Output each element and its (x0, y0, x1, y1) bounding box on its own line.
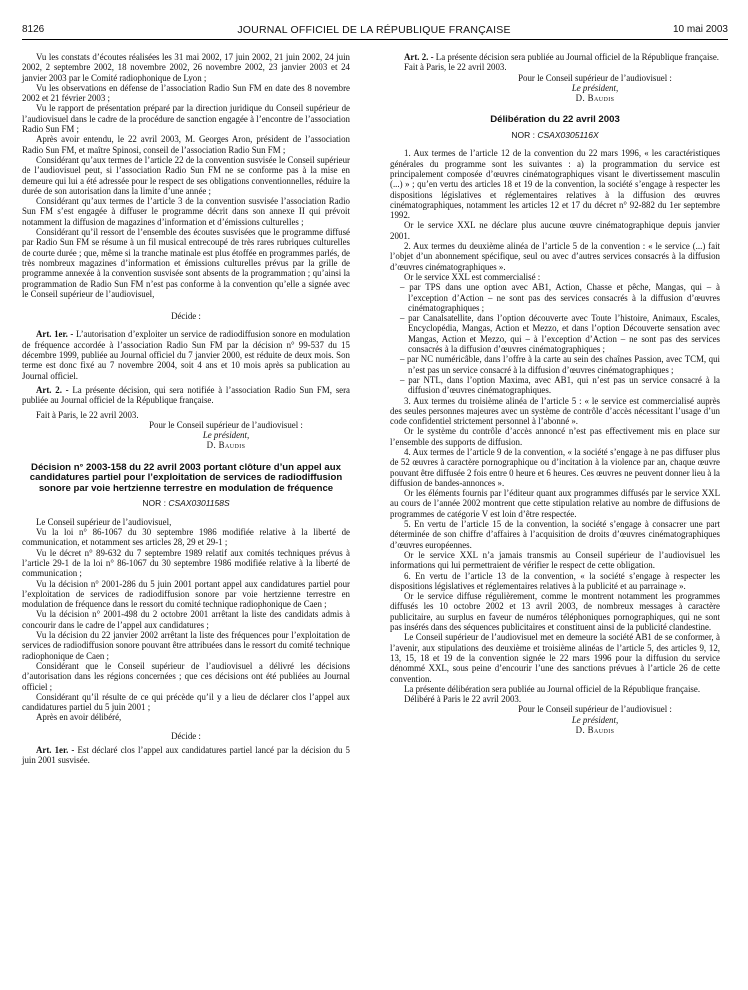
right-column (390, 52, 720, 735)
paragraph: La présente délibération sera publiée au Journal officiel de la République française. (404, 683, 701, 694)
page-header (0, 0, 748, 40)
decision-heading: Décision n° 2003-158 du 22 avril 2003 portant clôture d’un appel aux candidatures partiel pour l’exploitation de services de radiodiffusion sonore par voie hertzienne terrestre en modulation de fréquence (29, 461, 343, 494)
nor-line (22, 498, 350, 508)
paragraph: 2. Aux termes du deuxième alinéa de l’article 5 de la convention : « le service (...) fait l’objet d’un abonnement spécifique, seul ou avec d’autres services consacrés à la diffusion d’œuvres cinématographiques ». (390, 241, 720, 272)
signature-for: Pour le Conseil supérieur de l’audiovisuel : (518, 72, 672, 83)
paragraph: Vu la loi n° 86-1067 du 30 septembre 1986 modifiée relative à la liberté de communication, et notamment ses articles 28, 29 et 29-1 ; (22, 527, 350, 548)
list-item: – par Canalsatellite, dans l’option découverte avec Toute l’histoire, Animaux, Escales, Encyclopédia, Mangas, Action et Mezzo, et dans l’option Découverte sensation avec Mangas, Action et Mezzo, qui – à l’exception d’Action – ne sont pas des services consacrés à la diffusion d’œuvres cinématographiques ; (400, 313, 720, 355)
paragraph: Le Conseil supérieur de l’audiovisuel met en demeure la société AB1 de se conformer, à l’avenir, aux stipulations des deuxième et troisième alinéas de l’article 5, des articles 9, 12, 13, 15, 18 et 19 de la convention signée le 22 mars 1996 pour la diffusion du service dénommé XXL, sous peine d’encourir l’une des sanctions prévues à l’article 26 de cette convention. (390, 632, 720, 684)
nor-code: CSAX0305116X (537, 130, 599, 141)
nor-code: CSAX0301158S (168, 498, 230, 509)
signature-title: Le président, (571, 82, 619, 93)
article-1 (22, 329, 350, 380)
paragraph: Considérant qu’aux termes de l’article 22 de la convention susvisée le Conseil supérieur de l’audiovisuel peut, si l’association Radio Sun FM ne se conforme pas à la mise en demeure qui lui a été adressée pour le respect de ses obligations conventionnelles, réduire la durée de son autorisation dans la limite d’une année ; (22, 154, 350, 196)
article-label: Art. 1er. - (36, 329, 74, 340)
paragraph: Considérant qu’il résulte de ce qui précède qu’il y a lieu de déclarer clos l’appel aux candidatures partiel du 5 juin 2001 ; (22, 691, 350, 713)
paragraph: 1. Aux termes de l’article 12 de la convention du 22 mars 1996, « les caractéristiques générales du programme sont les suivantes : a) la programmation du service est principalement composée d’œuvres cinématographiques visant le divertissement masculin (...) » ; qu’en vertu des articles 18 et 19 de la convention, la société s’engage à respecter les dispositions législatives et réglementaires relatives à la diffusion des œuvres cinématographiques, notamment les articles 12 et 17 du décret n° 92-882 du 1er septembre 1992. (390, 148, 720, 221)
signature-title: Le président, (571, 714, 619, 725)
paragraph: 5. En vertu de l’article 15 de la convention, la société s’engage à consacrer une part déterminée de son chiffre d’affaires à l’acquisition de droits d’œuvres cinématographiques d’œuvres européennes. (390, 519, 720, 550)
signature-title: Le président, (202, 430, 250, 441)
signature-for: Pour le Conseil supérieur de l’audiovisuel : (518, 704, 672, 715)
article-2-right (390, 52, 720, 62)
paragraph: Or le service XXL ne déclare plus aucune œuvre cinématographique depuis janvier 2001. (390, 220, 720, 241)
distribution-list (390, 282, 720, 395)
paragraph: Vu les observations en défense de l’association Radio Sun FM en date des 8 novembre 2002 et 21 février 2003 ; (22, 82, 350, 104)
paragraph: Or le service XXL n’a jamais transmis au Conseil supérieur de l’audiovisuel les informations qui lui permettraient de vérifier le respect de cette obligation. (390, 549, 720, 571)
fait-line: Fait à Paris, le 22 avril 2003. (36, 409, 139, 420)
paragraph: 3. Aux termes du troisième alinéa de l’article 5 : « le service est commercialisé auprès des seules personnes majeures avec un système de contrôle d’accès nécessitant l’usage d’un code confidentiel strictement personnel à l’abonné ». (390, 395, 720, 427)
journal-title: JOURNAL OFFICIEL DE LA RÉPUBLIQUE FRANÇAISE (237, 24, 511, 36)
signature-name: D. Baudis (575, 93, 615, 104)
paragraph: Vu la décision n° 2001-286 du 5 juin 2001 portant appel aux candidatures partiel pour l’exploitation de services de radiodiffusion sonore par voie hertzienne terrestre en modulation de fréquence dans le ressort du comité technique radiophonique de Caen ; (22, 578, 350, 610)
article-label: Art. 2. - (36, 384, 69, 395)
article-text: La présente décision sera publiée au Journal officiel de la République française. (435, 52, 720, 62)
paragraph: Le Conseil supérieur de l’audiovisuel, (36, 516, 172, 527)
left-column (22, 52, 350, 766)
page-number: 8126 (22, 24, 45, 35)
paragraph: Considérant qu’il ressort de l’ensemble des écoutes susvisées que le programme diffusé par Radio Sun FM se résume à un fil musical entrecoupé de très rares rubriques culturelles de courte durée ; que, même si la tranche matinale est plus étoffée en programmes parlés, de très nombreux magazines d’information et émissions culturelles prévus par la grille de programme annexée à la convention susvisée sont absents de la programmation ; qu’ainsi la programmation de Radio Sun FM n’est pas conforme à la convention qu’elle a signée avec le Conseil supérieur de l’audiovisuel, (22, 227, 350, 299)
article-label: Art. 1er. - (36, 745, 75, 755)
article-text: La présente décision, qui sera notifiée à l’association Radio Sun FM, sera publiée au Journal officiel de la République française. (22, 384, 350, 406)
paragraph: Vu le décret n° 89-632 du 7 septembre 1989 relatif aux comités techniques prévus à l’article 29-1 de la loi n° 86-1067 du 30 septembre 1986 modifiée relative à la liberté de communication ; (22, 547, 350, 579)
paragraph: Vu la décision du 22 janvier 2002 arrêtant la liste des fréquences pour l’exploitation de services de radiodiffusion sonore pouvant être attribuées dans le ressort du comité technique radiophonique de Caen ; (22, 630, 350, 661)
signature-name: D. Baudis (575, 725, 615, 735)
article-text: L’autorisation d’exploiter un service de radiodiffusion sonore en modulation de fréquence accordée à l’association Radio Sun FM par la décision n° 99-537 du 15 décembre 1999, publiée au Journal officiel du 7 janvier 2000, est réduite de deux mois. Son terme est donc fixé au 7 novembre 2004, soit 4 ans et 10 mois après sa publication au Journal officiel. (22, 329, 351, 381)
nor-line (390, 130, 720, 140)
article-text: Est déclaré clos l’appel aux candidatures partiel lancé par la décision du 5 juin 2001 susvisée. (22, 745, 350, 766)
list-item: – par NTL, dans l’option Maxima, avec AB1, qui n’est pas un service consacré à la diffusion d’œuvres cinématographiques. (400, 374, 720, 396)
signature-name: D. Baudis (206, 440, 246, 451)
paragraph: Considérant qu’aux termes de l’article 3 de la convention susvisée l’association Radio Sun FM s’est engagée à diffuser le programme décrit dans son annexe II qui prévoit notamment la diffusion de magazines d’information et d’émissions culturelles ; (22, 196, 350, 227)
signature-for: Pour le Conseil supérieur de l’audiovisuel : (149, 419, 303, 430)
nor-label: NOR : (142, 498, 166, 509)
fait-line: Fait à Paris, le 22 avril 2003. (404, 62, 507, 73)
article-1b (22, 745, 350, 766)
paragraph: 4. Aux termes de l’article 9 de la convention, « la société s’engage à ne pas diffuser plus de 52 œuvres à caractère pornographique ou d’incitation à la violence par an, chaque œuvre pouvant être diffusée 2 fois entre 0 heure et 6 heures. Ces œuvres ne peuvent donner lieu à la diffusion de bandes-annonces ». (390, 446, 720, 488)
paragraph: 6. En vertu de l’article 13 de la convention, « la société s’engage à respecter les dispositions législatives et réglementaires relatives à la publicité et au parrainage ». (390, 570, 720, 591)
paragraph: Considérant que le Conseil supérieur de l’audiovisuel a délivré les décisions d’autorisation dans les régions concernées ; que ces décisions ont été publiées au Journal officiel ; (22, 660, 350, 692)
paragraph: Vu la décision n° 2001-498 du 2 octobre 2001 arrêtant la liste des candidats admis à concourir dans le cadre de l’appel aux candidatures ; (22, 609, 350, 630)
decide-heading: Décide : (171, 730, 201, 741)
paragraph: Or les éléments fournis par l’éditeur quant aux programmes diffusés par le service XXL au cours de l’année 2002 montrent que cette stipulation relative au nombre de diffusions de programmes de catégorie V est loin d’être respectée. (390, 488, 720, 519)
article-label: Art. 2. - (404, 52, 434, 62)
header-rule (22, 39, 728, 40)
paragraph: Or le service diffuse régulièrement, comme le montrent notamment les programmes diffusés les 10 octobre 2002 et 13 avril 2003, de nombreux messages à caractère publicitaire, au surplus en faveur de numéros téléphoniques pornographiques, qui ne sont pas insérés dans des séquences publicitaires et constituent ainsi de la publicité clandestine. (390, 591, 720, 633)
fait-line: Délibéré à Paris le 22 avril 2003. (404, 694, 522, 705)
paragraph: Vu le rapport de présentation préparé par la direction juridique du Conseil supérieur de l’audiovisuel dans le cadre de la procédure de sanction engagée à l’encontre de l’association Radio Sun FM ; (22, 103, 350, 135)
paragraph: Or le système du contrôle d’accès annoncé n’est pas effectivement mis en place sur l’ensemble des supports de diffusion. (390, 426, 720, 447)
list-item: – par NC numéricâble, dans l’offre à la carte au sein des chaînes Passion, avec TCM, qui n’est pas un service consacré à la diffusion d’œuvres cinématographiques ; (400, 354, 720, 375)
issue-date: 10 mai 2003 (672, 24, 728, 35)
list-item: – par TPS dans une option avec AB1, Action, Chasse et pêche, Mangas, qui – à l’exception d’Action – ne sont pas des services consacrés à la diffusion d’œuvres cinématographiques ; (400, 282, 720, 313)
nor-label: NOR : (511, 130, 535, 141)
deliberation-heading: Délibération du 22 avril 2003 (490, 114, 620, 126)
paragraph: Or le service XXL est commercialisé : (404, 271, 541, 282)
decide-heading: Décide : (171, 311, 201, 322)
paragraph: Vu les constats d’écoutes réalisées les 31 mai 2002, 17 juin 2002, 21 juin 2002, 24 juin 2002, 2 septembre 2002, 18 novembre 2002, 26 novembre 2002, 23 janvier 2003 et 24 janvier 2003 par le Comité radiophonique de Lyon ; (22, 52, 350, 83)
paragraph: Après avoir entendu, le 22 avril 2003, M. Georges Aron, président de l’association Radio Sun FM, et maître Spinosi, conseil de l’association Radio Sun FM ; (22, 134, 350, 155)
article-2 (22, 385, 350, 406)
paragraph: Après en avoir délibéré, (36, 712, 122, 723)
